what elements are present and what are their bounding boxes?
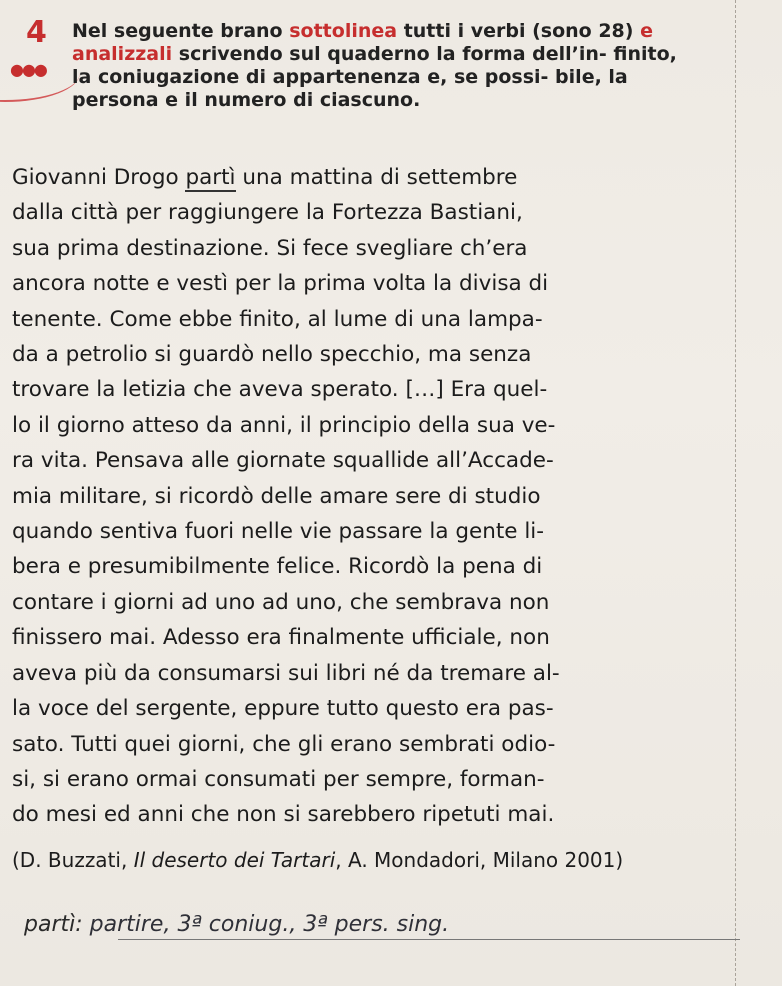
passage-line: ancora notte e vestì per la prima volta la divisa di xyxy=(12,271,549,297)
passage-line: mia militare, si ricordò delle amare sere di studio xyxy=(12,483,541,509)
passage-text xyxy=(12,160,732,833)
passage-line: ra vita. Pensava alle giornate squallide all’Accade- xyxy=(12,448,554,474)
example-answer: partire, 3ª coniug., 3ª pers. sing. xyxy=(89,912,450,937)
passage-line: quando sentiva fuori nelle vie passare la gente li- xyxy=(12,519,545,545)
instructions-prefix: Nel seguente brano xyxy=(72,20,290,42)
passage-line: sato. Tutti quei giorni, che gli erano sembrati odio- xyxy=(12,731,556,757)
passage-line: trovare la letizia che aveva sperato. […] Era quel- xyxy=(12,377,548,403)
passage-line: da a petrolio si guardò nello specchio, ma senza xyxy=(12,342,532,368)
passage-line: do mesi ed anni che non si sarebbero ripetuti mai. xyxy=(12,802,555,828)
citation-book-title: Il deserto dei Tartari xyxy=(133,848,336,872)
passage-line: dalla città per raggiungere la Fortezza Bastiani, xyxy=(12,200,523,226)
answer-line xyxy=(118,939,740,940)
underlined-verb: partì xyxy=(185,165,236,190)
line-text: una mattina di settembre xyxy=(235,165,518,190)
instructions-rest: scrivendo sul quaderno la forma dell’in- finito, la coniugazione di appartenenza e, se possi- bile, la persona e il numero di ciascuno. xyxy=(72,43,677,111)
passage-line: contare i giorni ad uno ad uno, che sembrava non xyxy=(12,589,550,615)
exercise-number: 4 xyxy=(26,15,47,50)
instructions-middle: tutti i verbi (sono 28) xyxy=(397,20,641,42)
instructions-highlight-analyze: e analizzali xyxy=(72,20,653,65)
worked-example xyxy=(24,912,744,937)
example-verb-label: partì: xyxy=(24,912,83,937)
instructions-highlight-underline: sottolinea xyxy=(289,20,398,42)
passage-line: lo il giorno atteso da anni, il principio della sua ve- xyxy=(12,412,556,438)
passage-line: la voce del sergente, eppure tutto questo era pas- xyxy=(12,696,554,722)
passage-line: tenente. Come ebbe finito, al lume di una lampa- xyxy=(12,306,543,332)
citation-prefix: (D. Buzzati, xyxy=(12,848,134,872)
passage-line: finissero mai. Adesso era finalmente ufficiale, non xyxy=(12,625,550,651)
passage-line: aveva più da consumarsi sui libri né da tremare al- xyxy=(12,660,560,686)
exercise-instructions xyxy=(72,20,692,112)
passage-line: si, si erano ormai consumati per sempre, forman- xyxy=(12,766,545,792)
passage-line xyxy=(12,160,732,195)
difficulty-dots-icon: ●●● xyxy=(10,60,46,79)
line-text: Giovanni Drogo xyxy=(12,165,186,190)
page-edge-dashed-line xyxy=(735,0,736,986)
citation-suffix: , A. Mondadori, Milano 2001) xyxy=(335,848,624,872)
passage-line: bera e presumibilmente felice. Ricordò la pena di xyxy=(12,554,543,580)
passage-line: sua prima destinazione. Si fece svegliare ch’era xyxy=(12,235,528,261)
source-citation xyxy=(12,848,732,872)
